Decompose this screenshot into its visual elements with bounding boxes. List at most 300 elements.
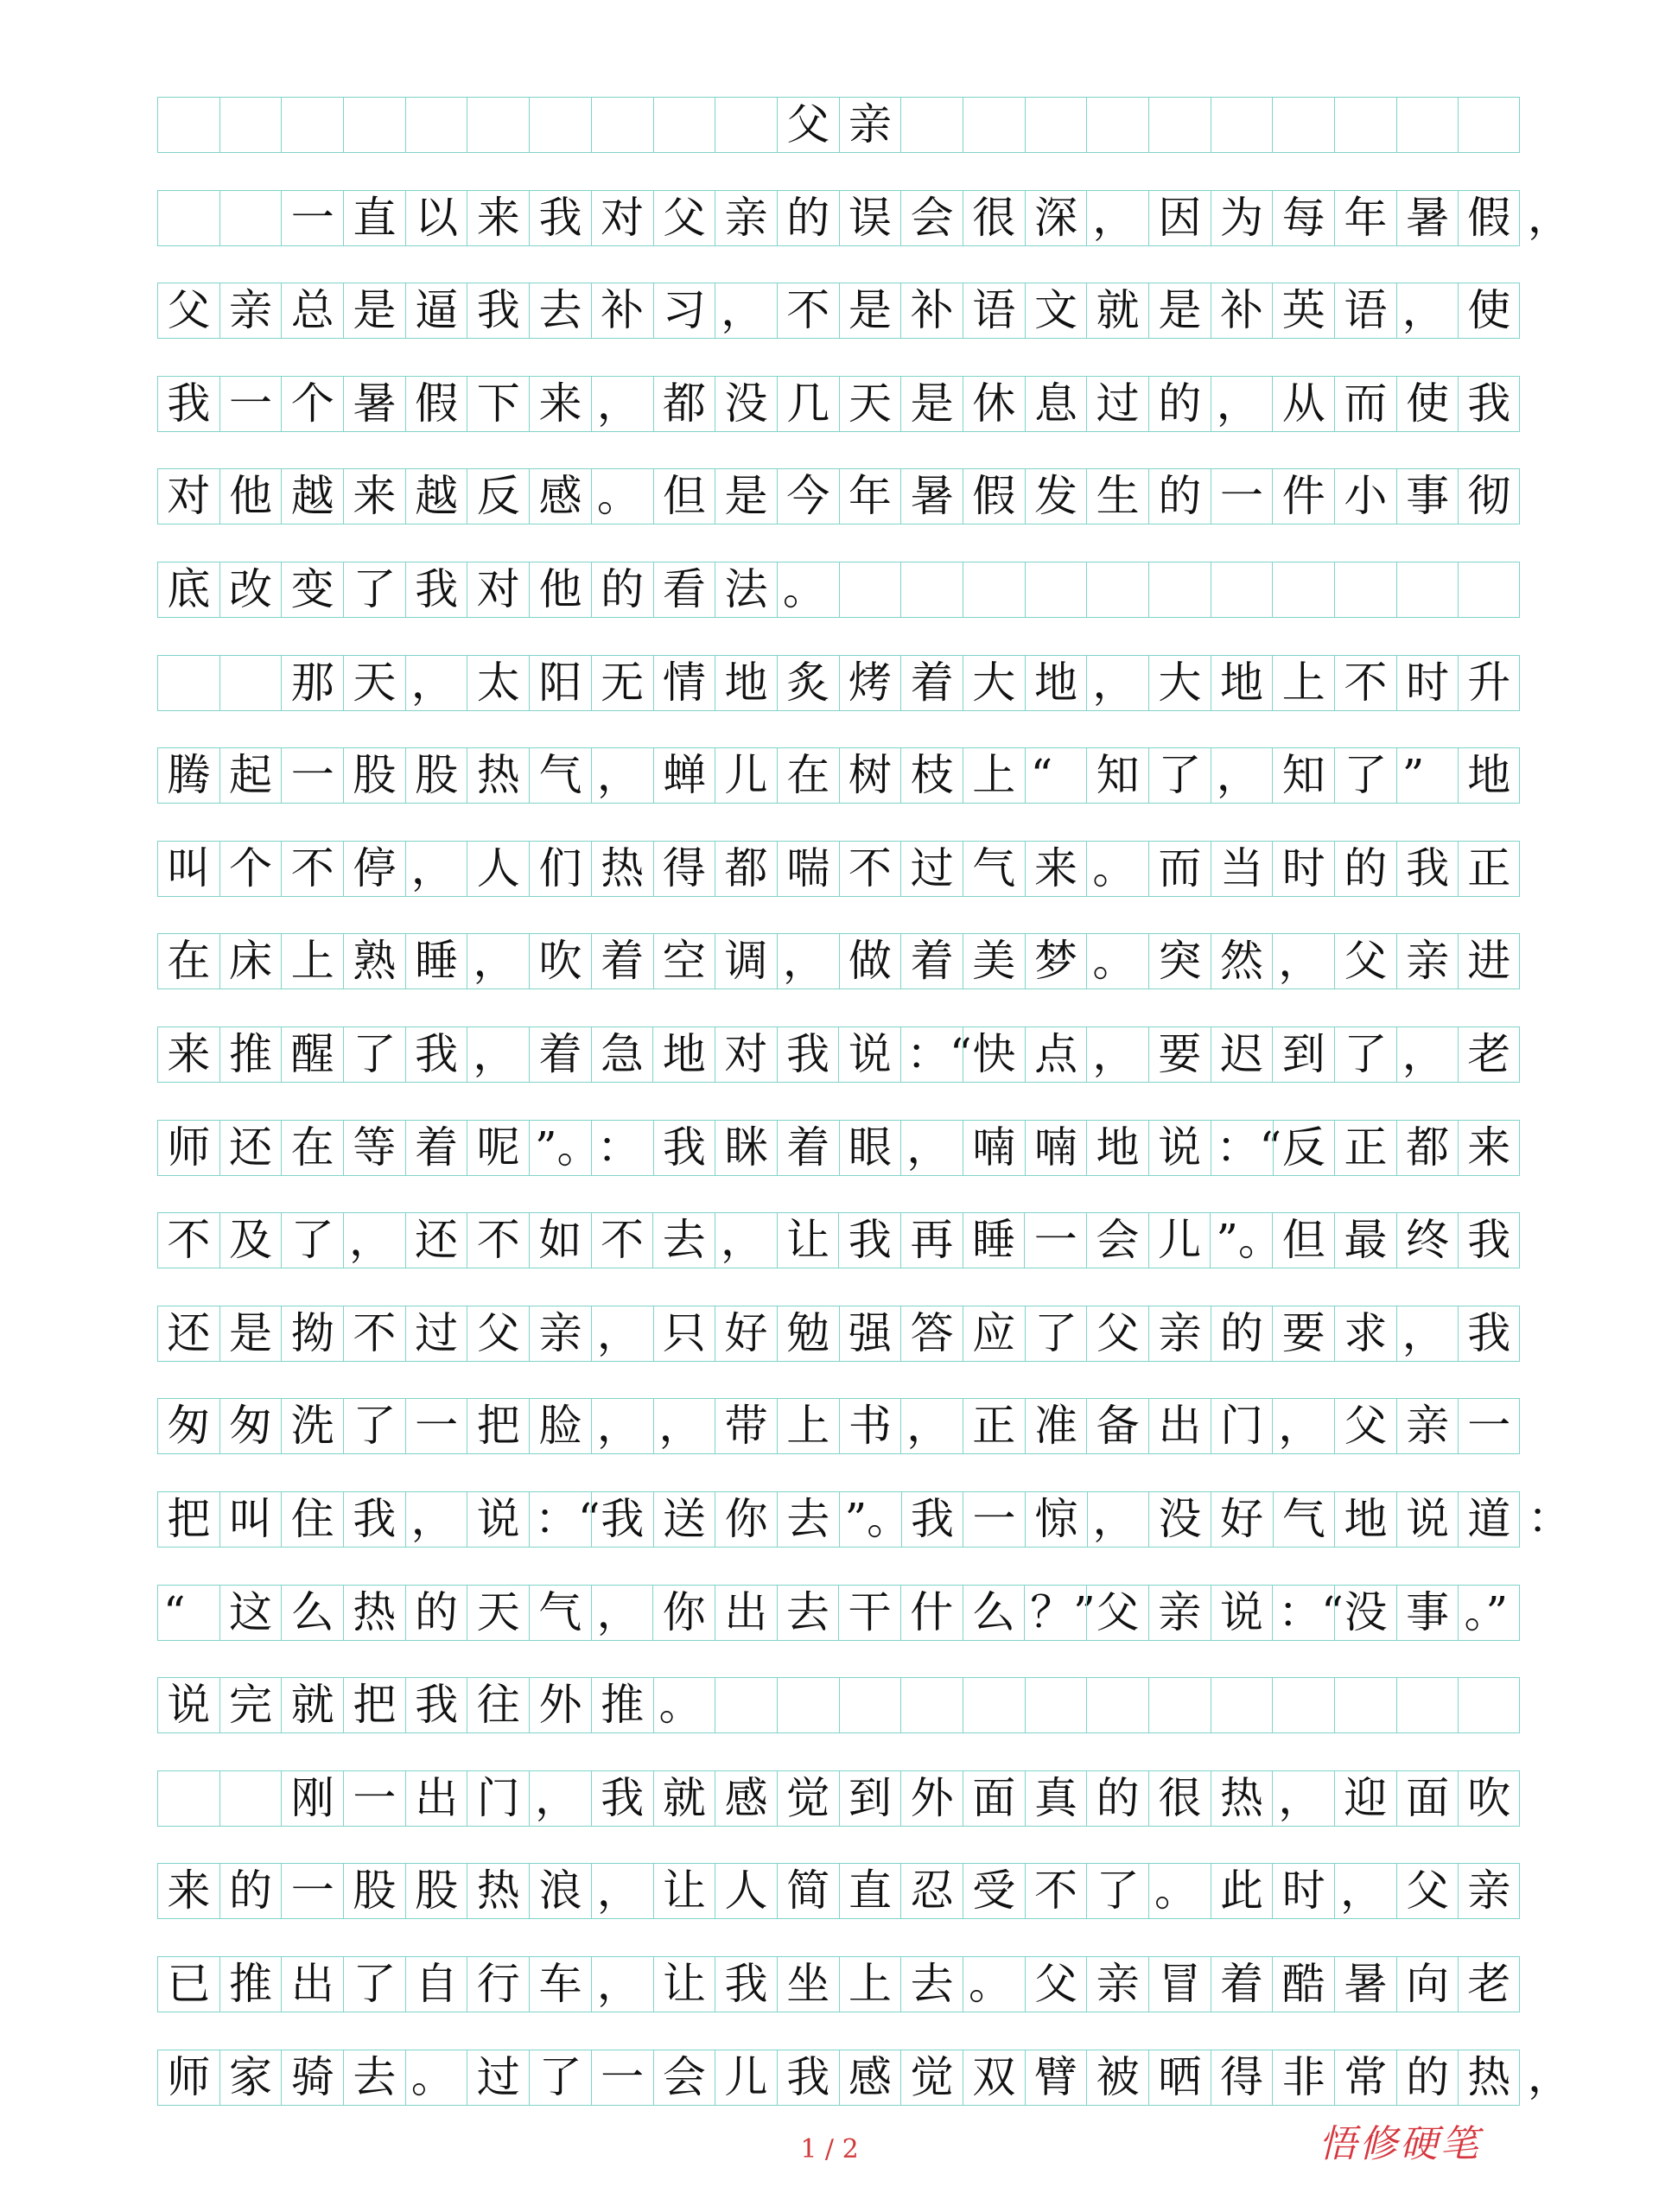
character-cell <box>653 1956 715 2012</box>
char: ， <box>596 1307 640 1358</box>
char: 床 <box>229 936 273 987</box>
char: 股 <box>353 750 397 801</box>
char: 终 <box>1406 1215 1450 1266</box>
character-cell <box>1272 841 1334 897</box>
char: 再 <box>910 1215 954 1266</box>
char: 地 <box>724 657 768 708</box>
character-cell <box>1025 376 1087 432</box>
char: 假 <box>415 378 459 429</box>
character-cell <box>467 1956 529 2012</box>
char: 不 <box>353 1307 397 1358</box>
empty-cell <box>1272 1677 1334 1733</box>
character-cell <box>652 1027 715 1083</box>
char: ， <box>596 1959 640 2009</box>
character-cell <box>653 562 715 618</box>
character-cell <box>652 1585 715 1641</box>
char: 父 <box>1096 1586 1140 1637</box>
character-cell <box>777 655 839 711</box>
character-cell <box>1334 1956 1396 2012</box>
char: 好 <box>1220 1494 1264 1544</box>
character-cell <box>777 376 839 432</box>
character-cell <box>1211 1585 1273 1641</box>
char: 了 <box>353 1029 397 1079</box>
char: 个 <box>229 842 273 893</box>
char: 急 <box>601 1029 645 1079</box>
character-cell <box>1211 933 1273 989</box>
character-cell <box>653 1306 715 1362</box>
character-cell <box>157 1027 219 1083</box>
character-cell <box>1458 1398 1520 1454</box>
punctuation-cell <box>1086 1027 1148 1083</box>
character-cell <box>281 283 343 339</box>
char: 的 <box>1406 2051 1450 2102</box>
char: 快 <box>972 1029 1016 1079</box>
char: 热 <box>476 750 520 801</box>
character-cell <box>839 376 901 432</box>
character-cell <box>839 1863 901 1919</box>
title-char: 亲 <box>848 99 892 149</box>
char: 让 <box>786 1215 830 1266</box>
char: 很 <box>972 192 1016 243</box>
char: 父 <box>1406 1866 1450 1916</box>
character-cell <box>467 376 529 432</box>
punctuation-cell <box>591 468 653 524</box>
char: 股 <box>415 1866 459 1916</box>
char: 停 <box>353 842 397 893</box>
character-cell <box>1025 468 1087 524</box>
character-cell <box>839 2050 901 2106</box>
empty-cell <box>1334 562 1396 618</box>
char: 了 <box>353 1401 397 1452</box>
character-cell <box>405 1956 467 2012</box>
char: 就 <box>290 1680 334 1731</box>
empty-cell <box>1458 562 1520 618</box>
character-cell <box>1025 655 1087 711</box>
character-cell <box>715 1120 777 1176</box>
character-cell <box>1458 655 1520 711</box>
character-cell <box>1148 1956 1211 2012</box>
character-cell <box>157 1491 219 1548</box>
char: 叫 <box>228 1494 272 1544</box>
char: 们 <box>538 842 582 893</box>
char: 儿 <box>724 750 768 801</box>
char: 不 <box>848 842 892 893</box>
character-cell <box>343 1491 405 1548</box>
char: ： <box>596 1122 640 1173</box>
character-cell <box>1148 1027 1211 1083</box>
character-cell <box>281 1863 343 1919</box>
punctuation-cell <box>591 1120 653 1176</box>
character-cell <box>838 1212 900 1268</box>
char: 小 <box>1344 471 1388 522</box>
character-cell <box>219 562 282 618</box>
punctuation-cell <box>1396 283 1459 339</box>
char: ， <box>596 1866 640 1916</box>
char: 突 <box>1158 936 1202 987</box>
character-cell <box>281 1212 343 1268</box>
char: 的 <box>1096 1772 1140 1823</box>
char: 一 <box>1467 1401 1511 1452</box>
char: 推 <box>601 1680 645 1731</box>
punctuation-cell <box>591 1863 653 1919</box>
character-cell <box>900 190 963 246</box>
char: 酷 <box>1281 1959 1325 2009</box>
char: ， <box>410 657 454 708</box>
character-cell <box>900 1770 963 1827</box>
text-row <box>157 283 1520 339</box>
character-cell <box>343 190 405 246</box>
character-cell <box>1334 655 1396 711</box>
character-cell <box>1086 376 1148 432</box>
empty-cell <box>1025 1677 1087 1733</box>
character-cell <box>715 747 777 804</box>
char: 对 <box>167 471 211 522</box>
character-cell <box>653 376 715 432</box>
character-cell <box>467 1306 529 1362</box>
char: 说 <box>848 1029 892 1079</box>
empty-cell <box>1458 97 1520 153</box>
character-cell <box>715 933 777 989</box>
character-cell <box>1211 1956 1273 2012</box>
char: 越 <box>415 471 459 522</box>
char: 门 <box>476 1772 520 1823</box>
char: 为 <box>1220 192 1264 243</box>
char: 一 <box>1033 1215 1077 1266</box>
punctuation-cell <box>591 1956 653 2012</box>
char: 自 <box>415 1959 459 2009</box>
char: 在 <box>167 936 211 987</box>
character-cell <box>1211 1770 1273 1827</box>
char: 不 <box>476 1215 520 1266</box>
character-cell <box>157 562 219 618</box>
character-cell <box>405 1585 467 1641</box>
char: 眼 <box>848 1122 892 1173</box>
char: 地 <box>1096 1122 1140 1173</box>
char: 而 <box>1158 842 1202 893</box>
character-cell <box>1148 2050 1211 2106</box>
character-cell <box>157 1398 219 1454</box>
character-cell <box>1334 841 1396 897</box>
char: 我 <box>601 1494 645 1544</box>
character-cell <box>1272 1212 1334 1268</box>
character-cell <box>1086 747 1148 804</box>
char: 臂 <box>1033 2051 1077 2102</box>
char: 股 <box>353 1866 397 1916</box>
char: 让 <box>662 1866 706 1916</box>
char: 我 <box>1467 378 1511 429</box>
char: 法 <box>724 564 768 614</box>
character-cell <box>1334 190 1396 246</box>
char: 还 <box>228 1122 272 1173</box>
character-cell <box>219 1585 282 1641</box>
char: 我 <box>476 285 520 336</box>
character-cell <box>405 1677 467 1733</box>
character-cell <box>1148 283 1211 339</box>
empty-cell <box>591 97 653 153</box>
char: 么 <box>971 1586 1015 1637</box>
character-cell <box>1458 1027 1520 1083</box>
char: 热 <box>1220 1772 1264 1823</box>
character-cell <box>715 376 777 432</box>
char: 我 <box>786 2051 830 2102</box>
character-cell <box>1334 1491 1396 1548</box>
hanging-punctuation: ： <box>1528 1493 1571 1543</box>
char: 不 <box>1344 657 1388 708</box>
character-cell <box>900 1306 963 1362</box>
char: 烤 <box>848 657 892 708</box>
char: 假 <box>1467 192 1511 243</box>
char: 。 <box>658 1680 702 1731</box>
character-cell <box>281 1677 343 1733</box>
empty-cell <box>1334 1677 1396 1733</box>
text-row <box>157 562 1520 618</box>
character-cell <box>1148 468 1211 524</box>
character-cell <box>281 1770 343 1827</box>
char: 推 <box>229 1959 273 2009</box>
char: ， <box>1092 192 1136 243</box>
character-cell <box>963 190 1025 246</box>
character-cell <box>1396 1491 1459 1548</box>
char: 行 <box>476 1959 520 2009</box>
character-cell <box>1086 1306 1148 1362</box>
character-cell <box>900 1863 963 1919</box>
character-cell <box>715 1306 777 1362</box>
char: ， <box>721 1215 765 1266</box>
character-cell <box>405 933 467 989</box>
char: 几 <box>786 378 830 429</box>
char: 当 <box>1220 842 1264 893</box>
character-cell <box>653 468 715 524</box>
empty-cell <box>1148 1677 1211 1733</box>
character-cell <box>900 2050 963 2106</box>
char: 道 <box>1467 1494 1511 1544</box>
character-cell <box>1025 2050 1087 2106</box>
character-cell <box>343 841 405 897</box>
char: 上 <box>972 750 1016 801</box>
char: 地 <box>1220 657 1264 708</box>
character-cell <box>219 1306 282 1362</box>
char: 他 <box>538 564 582 614</box>
char: 。 <box>782 564 826 614</box>
char: 过 <box>1096 378 1140 429</box>
character-cell <box>529 2050 591 2106</box>
character-cell <box>1334 1306 1396 1362</box>
character-cell <box>529 1306 591 1362</box>
character-cell <box>1148 1491 1211 1548</box>
text-row <box>157 1585 1520 1641</box>
char: 起 <box>229 750 273 801</box>
character-cell <box>219 933 282 989</box>
char: 我 <box>786 1029 830 1079</box>
char: 老 <box>1467 1029 1511 1079</box>
char: 觉 <box>910 2051 954 2102</box>
character-cell <box>157 933 219 989</box>
character-cell <box>343 1585 405 1641</box>
char: 事 <box>1406 471 1450 522</box>
punctuation-cell <box>405 841 467 897</box>
text-row <box>157 1398 1520 1454</box>
punctuation-cell <box>1396 747 1459 804</box>
text-row <box>157 1770 1520 1827</box>
character-cell <box>467 1863 529 1919</box>
char: 逼 <box>415 285 459 336</box>
character-cell <box>343 283 405 339</box>
char: ， <box>1216 378 1260 429</box>
character-cell <box>529 562 591 618</box>
character-cell <box>1334 2050 1396 2106</box>
text-row <box>157 376 1520 432</box>
character-cell <box>343 1306 405 1362</box>
char: 迎 <box>1344 1772 1388 1823</box>
char: 大 <box>972 657 1016 708</box>
character-cell <box>1458 1306 1520 1362</box>
character-cell <box>653 933 715 989</box>
char: 我 <box>167 378 211 429</box>
char: 时 <box>1281 842 1325 893</box>
char: 来 <box>538 378 582 429</box>
character-cell <box>1025 1770 1087 1827</box>
empty-cell <box>1211 562 1273 618</box>
char: 。 <box>968 1959 1012 2009</box>
character-cell <box>343 468 405 524</box>
character-cell <box>653 1863 715 1919</box>
char: 是 <box>1158 285 1202 336</box>
char: 股 <box>415 750 459 801</box>
character-cell <box>900 747 963 804</box>
char: ， <box>1402 1307 1446 1358</box>
character-cell <box>281 747 343 804</box>
char: 了 <box>353 564 397 614</box>
character-cell <box>777 1398 839 1454</box>
char: 他 <box>229 471 273 522</box>
punctuation-cell <box>653 1398 715 1454</box>
char: 我 <box>415 1680 459 1731</box>
character-cell <box>1211 1306 1273 1362</box>
punctuation-cell <box>777 933 839 989</box>
character-cell <box>219 747 282 804</box>
character-cell <box>1148 1306 1211 1362</box>
empty-cell <box>1086 562 1148 618</box>
character-cell <box>777 1027 839 1083</box>
character-cell <box>157 1212 219 1268</box>
character-cell <box>1025 1863 1087 1919</box>
char: 我 <box>848 1215 892 1266</box>
char: 上 <box>848 1959 892 2009</box>
character-cell <box>1086 2050 1148 2106</box>
character-cell <box>777 2050 839 2106</box>
character-cell <box>777 1306 839 1362</box>
punctuation-cell <box>529 1491 601 1548</box>
character-cell <box>1396 468 1459 524</box>
character-cell <box>1396 1863 1459 1919</box>
punctuation-cell <box>1211 747 1273 804</box>
char: 暑 <box>1406 192 1450 243</box>
character-cell <box>1025 1120 1087 1176</box>
char: 睡 <box>972 1215 1016 1266</box>
punctuation-cell <box>591 1585 653 1641</box>
empty-cell <box>1211 1677 1273 1733</box>
character-cell <box>281 655 343 711</box>
character-cell <box>1211 1491 1273 1548</box>
punctuation-cell <box>529 1770 591 1827</box>
char: 暑 <box>1344 1959 1388 2009</box>
character-cell <box>591 1027 653 1083</box>
character-cell <box>1211 1398 1273 1454</box>
character-cell <box>343 562 405 618</box>
punctuation-cell <box>591 747 653 804</box>
character-cell <box>1148 1770 1211 1827</box>
char: 备 <box>1096 1401 1140 1452</box>
char: 父 <box>1344 936 1388 987</box>
character-cell <box>157 841 219 897</box>
character-cell <box>653 841 715 897</box>
character-cell <box>343 655 405 711</box>
character-cell <box>839 1120 901 1176</box>
character-cell <box>343 1677 405 1733</box>
empty-cell <box>157 655 219 711</box>
empty-cell <box>1148 562 1211 618</box>
character-cell <box>1334 1585 1396 1641</box>
character-cell <box>1086 1212 1148 1268</box>
character-cell <box>1458 376 1520 432</box>
char: 每 <box>1281 192 1325 243</box>
char: 把 <box>353 1680 397 1731</box>
char: 越 <box>290 471 334 522</box>
punctuation-cell <box>405 2050 467 2106</box>
punctuation-cell <box>900 1398 963 1454</box>
character-cell <box>157 1956 219 2012</box>
char: ， <box>410 1494 454 1544</box>
char: 得 <box>662 842 706 893</box>
punctuation-cell <box>591 1398 653 1454</box>
character-cell <box>1211 468 1273 524</box>
punctuation-cell <box>405 655 467 711</box>
character-cell <box>281 1491 343 1548</box>
char: ， <box>1278 936 1322 987</box>
text-row <box>157 655 1520 711</box>
character-cell <box>715 1956 777 2012</box>
char: 从 <box>1281 378 1325 429</box>
char: ？” <box>1030 1586 1096 1637</box>
character-cell <box>591 933 653 989</box>
char: 一 <box>290 1866 334 1916</box>
character-cell <box>591 1212 653 1268</box>
char: 假 <box>972 471 1016 522</box>
char: 过 <box>476 2051 520 2102</box>
char: 着 <box>601 936 645 987</box>
char: ， <box>1216 750 1260 801</box>
character-cell <box>1396 841 1459 897</box>
punctuation-cell <box>1087 1491 1149 1548</box>
character-cell <box>1272 468 1334 524</box>
empty-cell <box>715 97 777 153</box>
char: 上 <box>290 936 334 987</box>
character-cell <box>467 1398 529 1454</box>
character-cell <box>1272 747 1334 804</box>
char: 枝 <box>910 750 954 801</box>
character-cell <box>1396 1398 1459 1454</box>
empty-cell <box>1334 97 1396 153</box>
char: 误 <box>848 192 892 243</box>
character-cell <box>529 376 591 432</box>
char: “ <box>1030 750 1053 801</box>
character-cell <box>1148 376 1211 432</box>
char: 地 <box>662 1029 706 1079</box>
char: ， <box>1092 1494 1136 1544</box>
character-cell <box>157 1677 219 1733</box>
char: 英 <box>1281 285 1325 336</box>
character-cell <box>1458 1770 1520 1827</box>
